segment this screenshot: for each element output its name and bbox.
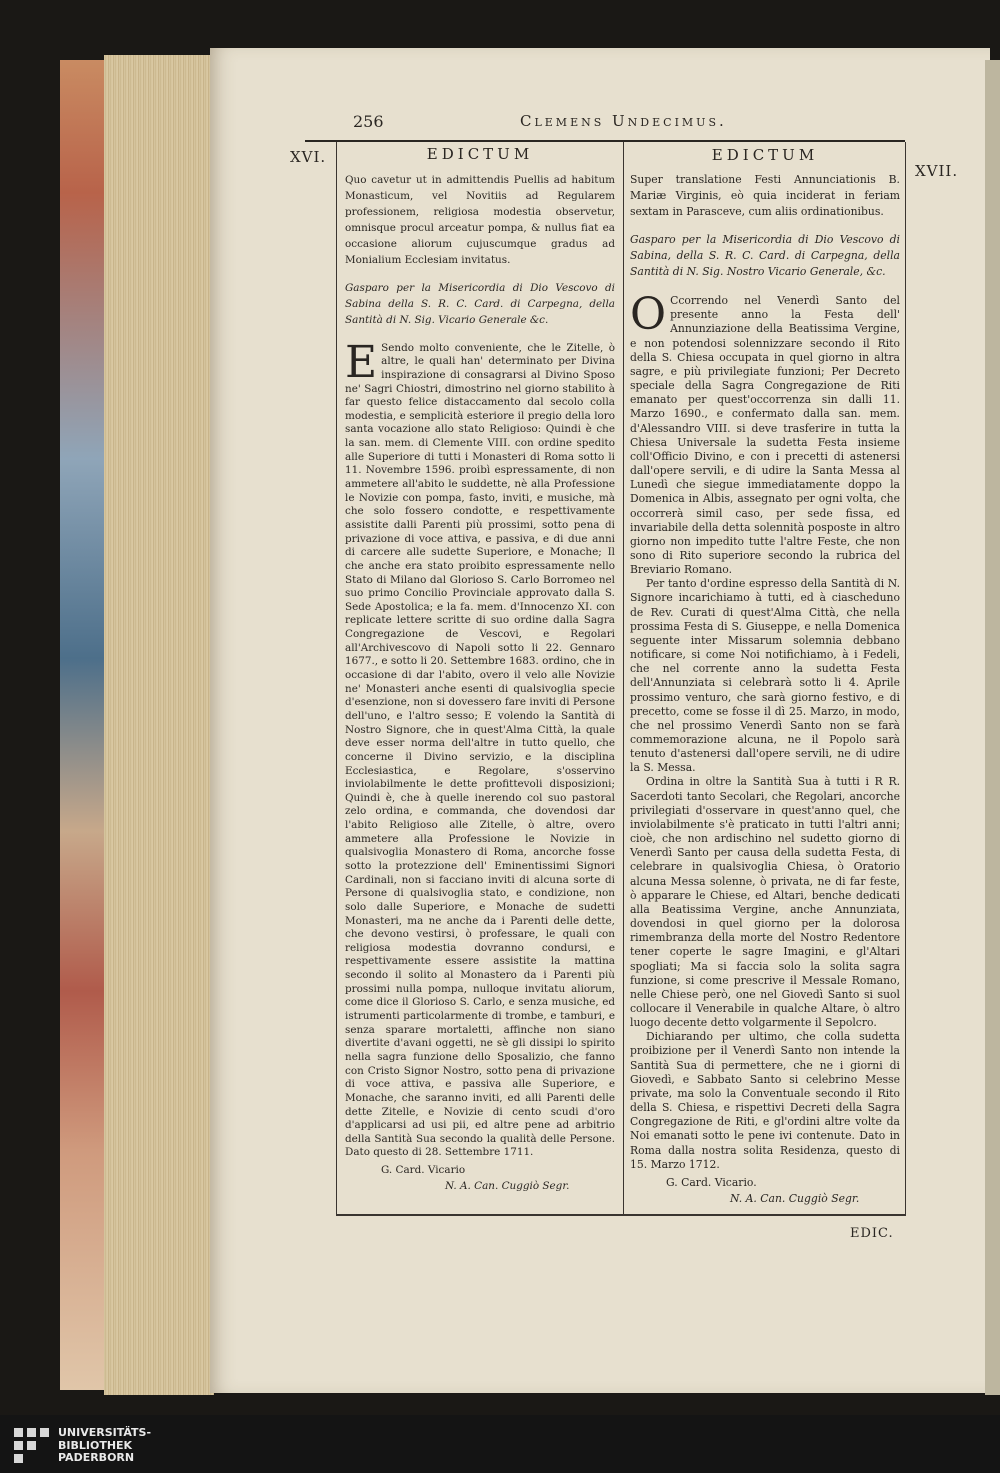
page-edges: [104, 55, 214, 1395]
body-paragraph: Dichiarando per ultimo, che colla sudetta proibizione per il Venerdì Santo non intende la Santità Sua di permettere, che ne i giorni di Giovedì, e Sabbato Santo si celebrino Messe private, ma solo la Conventuale secondo il Rito della S. Chiesa, e rispettivi Decreti della Sagra Congregazione de Riti, e gl'ordini altre volte da Noi emanati sotto le pene ivi contenute. Dato in Roma dalla nostra solita Residenza, questo di 15. Marzo 1712.: [630, 1030, 900, 1171]
edict-body: [630, 289, 900, 1172]
signature-vicar: G. Card. Vicario.: [666, 1175, 757, 1189]
right-column: [630, 148, 900, 1206]
margin-number-right: XVII.: [915, 162, 959, 180]
column-divider: [623, 142, 624, 1214]
library-logo-icon: [14, 1428, 50, 1466]
body-text: Sendo molto conveniente, che le Zitelle, ò altre, le quali han' determinato per Divina inspirazione di consagrarsi al Divino Sposo ne' Sagri Chiostri, dimostrino nel giorno stabilito à far questo felice distaccamento dal secolo colla modestia, e semplicità esteriore il pregio della loro santa vocazione allo stato Religioso: Quindi è che la san. mem. di Clemente VIII. con ordine spedito alle Superiore di tutti i Monasteri di Roma sotto li 11. Novembre 1596. proibì espressamente, di non ammetere all'abito le suddette, nè alla Professione le Novizie con pompa, fasto, inviti, e musiche, mà che solo fossero condotte, e respettivamente assistite dalli Parenti più prossimi, sotto pena di privazione di voce attiva, e passiva, e di due anni di carcere alle sudette Superiore, e Monache; Il che anche era stato proibito espressamente nello Stato di Milano dal Glorioso S. Carlo Borromeo nel suo primo Concilio Provinciale approvato dalla S. Sede Apostolica; e la fa. mem. d'Innocenzo XI. con replicate lettere scritte di suo ordine dalla Sagra Congregazione de Vescovi, e Regolari all'Archivescovo di Napoli sotto li 22. Gennaro 1677., e sotto li 20. Settembre 1683. ordino, che in occasione di dar l'abito, overo il velo alle Novizie ne' Monasteri anche esenti di qualsivoglia specie d'esenzione, non si dovessero fare inviti di Persone dell'uno, e l'altro sesso; E volendo la Santità di Nostro Signore, che in quest'Alma Città, la quale deve esser norma dell'altre in tutto quello, che concerne il Divino servizio, e la disciplina Ecclesiastica, e Regolare, s'osservino inviolabilmente le dette profittevoli disposizioni; Quindi è, che à quelle inerendo col suo pastoral zelo ordina, e commanda, che dovendosi dar l'abito Religioso alle Zitelle, ò altre, overo ammetere alla Professione le Novizie in qualsivoglia Monastero di Roma, ancorche fosse sotto la protezzione dell' Eminentissimi Signori Cardinali, non si facciano inviti di alcuna sorte di Persone di qualsivoglia stato, e condizione, non solo dalle Superiore, e Monache de sudetti Monasteri, ma ne anche da i Parenti delle dette, che devono vestirsi, ò professare, le quali con religiosa modestia dovranno condursi, e respettivamente essere assistite la mattina secondo il solito al Monastero da i Parenti più prossimi nulla pompa, nulloque invitatu aliorum, come dice il Glorioso S. Carlo, e senza musiche, ed istrumenti particolarmente di trombe, e tamburi, e senza sparare mortaletti, affinche non siano divertite d'avani oggetti, ne sè gli dissipi lo spirito nella sagra funzione dello Sposalizio, che fanno con Cristo Signor Nostro, sotto pena di privazione di voce attiva, e passiva alle Superiore, e Monache, che saranno inviti, ed alli Parenti delle dette Zitelle, e Novizie di cento scudi d'oro d'applicarsi ad usi pii, ed altre pene ad arbitrio della Santità Sua secondo la qualità delle Persone. Dato questo di 28. Settembre 1711.: [345, 341, 615, 1159]
edict-heading: EDICTUM: [711, 146, 819, 164]
body-paragraph: Ccorrendo nel Venerdì Santo del presente anno la Festa dell' Annunziazione della Beatissima Vergine, e non potendosi solennizzare secondo il Rito della S. Chiesa occupata in quel giorno in altra sagre, e più privilegiate funzioni; Per Decreto speciale della Sagra Congregazione de Riti emanato per quest'occorrenza sin dalli 11. Marzo 1690., e confermato dalla san. mem. d'Alessandro VIII. si deve trasferire in tutta la Chiesa Universale la sudetta Festa insieme coll'Officio Divino, e con i precetti di astenersi dall'opere servili, e di udire la Santa Messa al Lunedì che siegue immediatamente doppo la Domenica in Albis, assegnato per ogni volta, che occorrerà simil caso, per sede fissa, ed invariabile della detta solennità posposte in altro giorno non impedito tutte l'altre Feste, che non sono di Rito superiore secondo la rubrica del Breviario Romano.: [630, 294, 900, 577]
signature-vicar: G. Card. Vicario: [381, 1164, 466, 1177]
catchword: EDIC.: [850, 1226, 894, 1241]
edict-intro: Gasparo per la Misericordia di Dio Vescovo di Sabina della S. R. C. Card. di Carpegna, della Santità di N. Sig. Vicario Generale &c.: [345, 281, 615, 326]
edict-body: [345, 336, 615, 1160]
drop-cap: E: [345, 336, 378, 388]
drop-cap: O: [630, 289, 667, 341]
signature-secretary: N. A. Can. Cuggiò Segr.: [730, 1192, 860, 1205]
marbled-binding: [60, 60, 108, 1390]
library-name: UNIVERSITÄTS- BIBLIOTHEK PADERBORN: [58, 1426, 152, 1464]
margin-number-left: XVI.: [290, 148, 327, 166]
edict-summary: Quo cavetur ut in admittendis Puellis ad habitum Monasticum, vel Novitiis ad Regularem professionem, religiosa modestia observetur, omnisque procul arceatur pompa, & nullus fiat ea occasione aliorum cujuscumque gradus ad Monialium Ecclesiam invitatus.: [345, 173, 615, 266]
edict-summary: Super translatione Festi Annunciationis B. Mariæ Virginis, eò quia inciderat in feriam sextam in Parasceve, cum aliis ordinationibus.: [630, 173, 900, 219]
body-paragraph: Ordina in oltre la Santità Sua à tutti i R R. Sacerdoti tanto Secolari, che Regolari, ancorche privilegiati d'osservare in quest'anno quel, che inviolabilmente s'è praticato in tutti l'altri anni; cioè, che non ardischino nel sudetto giorno di Venerdì Santo per causa della sudetta Festa, di celebrare in qualsivoglia Chiesa, ò Oratorio alcuna Messa solenne, ò privata, ne di far feste, ò apparare le Chiese, ed Altari, benche dedicati alla Beatissima Vergine, anche Annunziata, dovendosi in quel giorno per la dolorosa rimembranza della morte del Nostro Redentore tener coperte le sagre Imagini, e gl'Altari spogliati; Ma si faccia solo la solita sagra funzione, si come prescrive il Messale Romano, nelle Chiese però, one nel Giovedì Santo si suol collocare il Venerabile in qualche Altare, ò altro luogo decente detto volgarmente il Sepolcro.: [630, 775, 900, 1030]
left-column: [345, 145, 615, 1193]
running-title: Clemens Undecimus.: [520, 112, 727, 130]
edict-intro: Gasparo per la Misericordia di Dio Vescovo di Sabina, della S. R. C. Card. di Carpegna, della Santità di N. Sig. Nostro Vicario Generale, &c.: [630, 233, 900, 279]
edict-heading: EDICTUM: [426, 145, 534, 163]
facing-page-edge: [985, 60, 1000, 1395]
body-paragraph: Per tanto d'ordine espresso della Santità di N. Signore incarichiamo à tutti, ed à ciascheduno de Rev. Curati di quest'Alma Città, che nella prossima Festa di S. Giuseppe, e nella Domenica seguente inter Missarum solemnia debbano notificare, si come Noi notifichiamo, à i Fedeli, che nel corrente anno la sudetta Festa dell'Annunziata si celebrarà sotto li 4. Aprile prossimo venturo, che sarà giorno festivo, e di precetto, come se fosse il dì 25. Marzo, in modo, che nel prossimo Venerdì Santo non se farà commemorazione alcuna, ne il Popolo sarà tenuto d'astenersi dall'opere servili, ne di udire la S. Messa.: [630, 577, 900, 775]
signature-secretary: N. A. Can. Cuggiò Segr.: [445, 1179, 570, 1192]
page-number: 256: [353, 112, 384, 131]
running-head: [305, 112, 905, 142]
